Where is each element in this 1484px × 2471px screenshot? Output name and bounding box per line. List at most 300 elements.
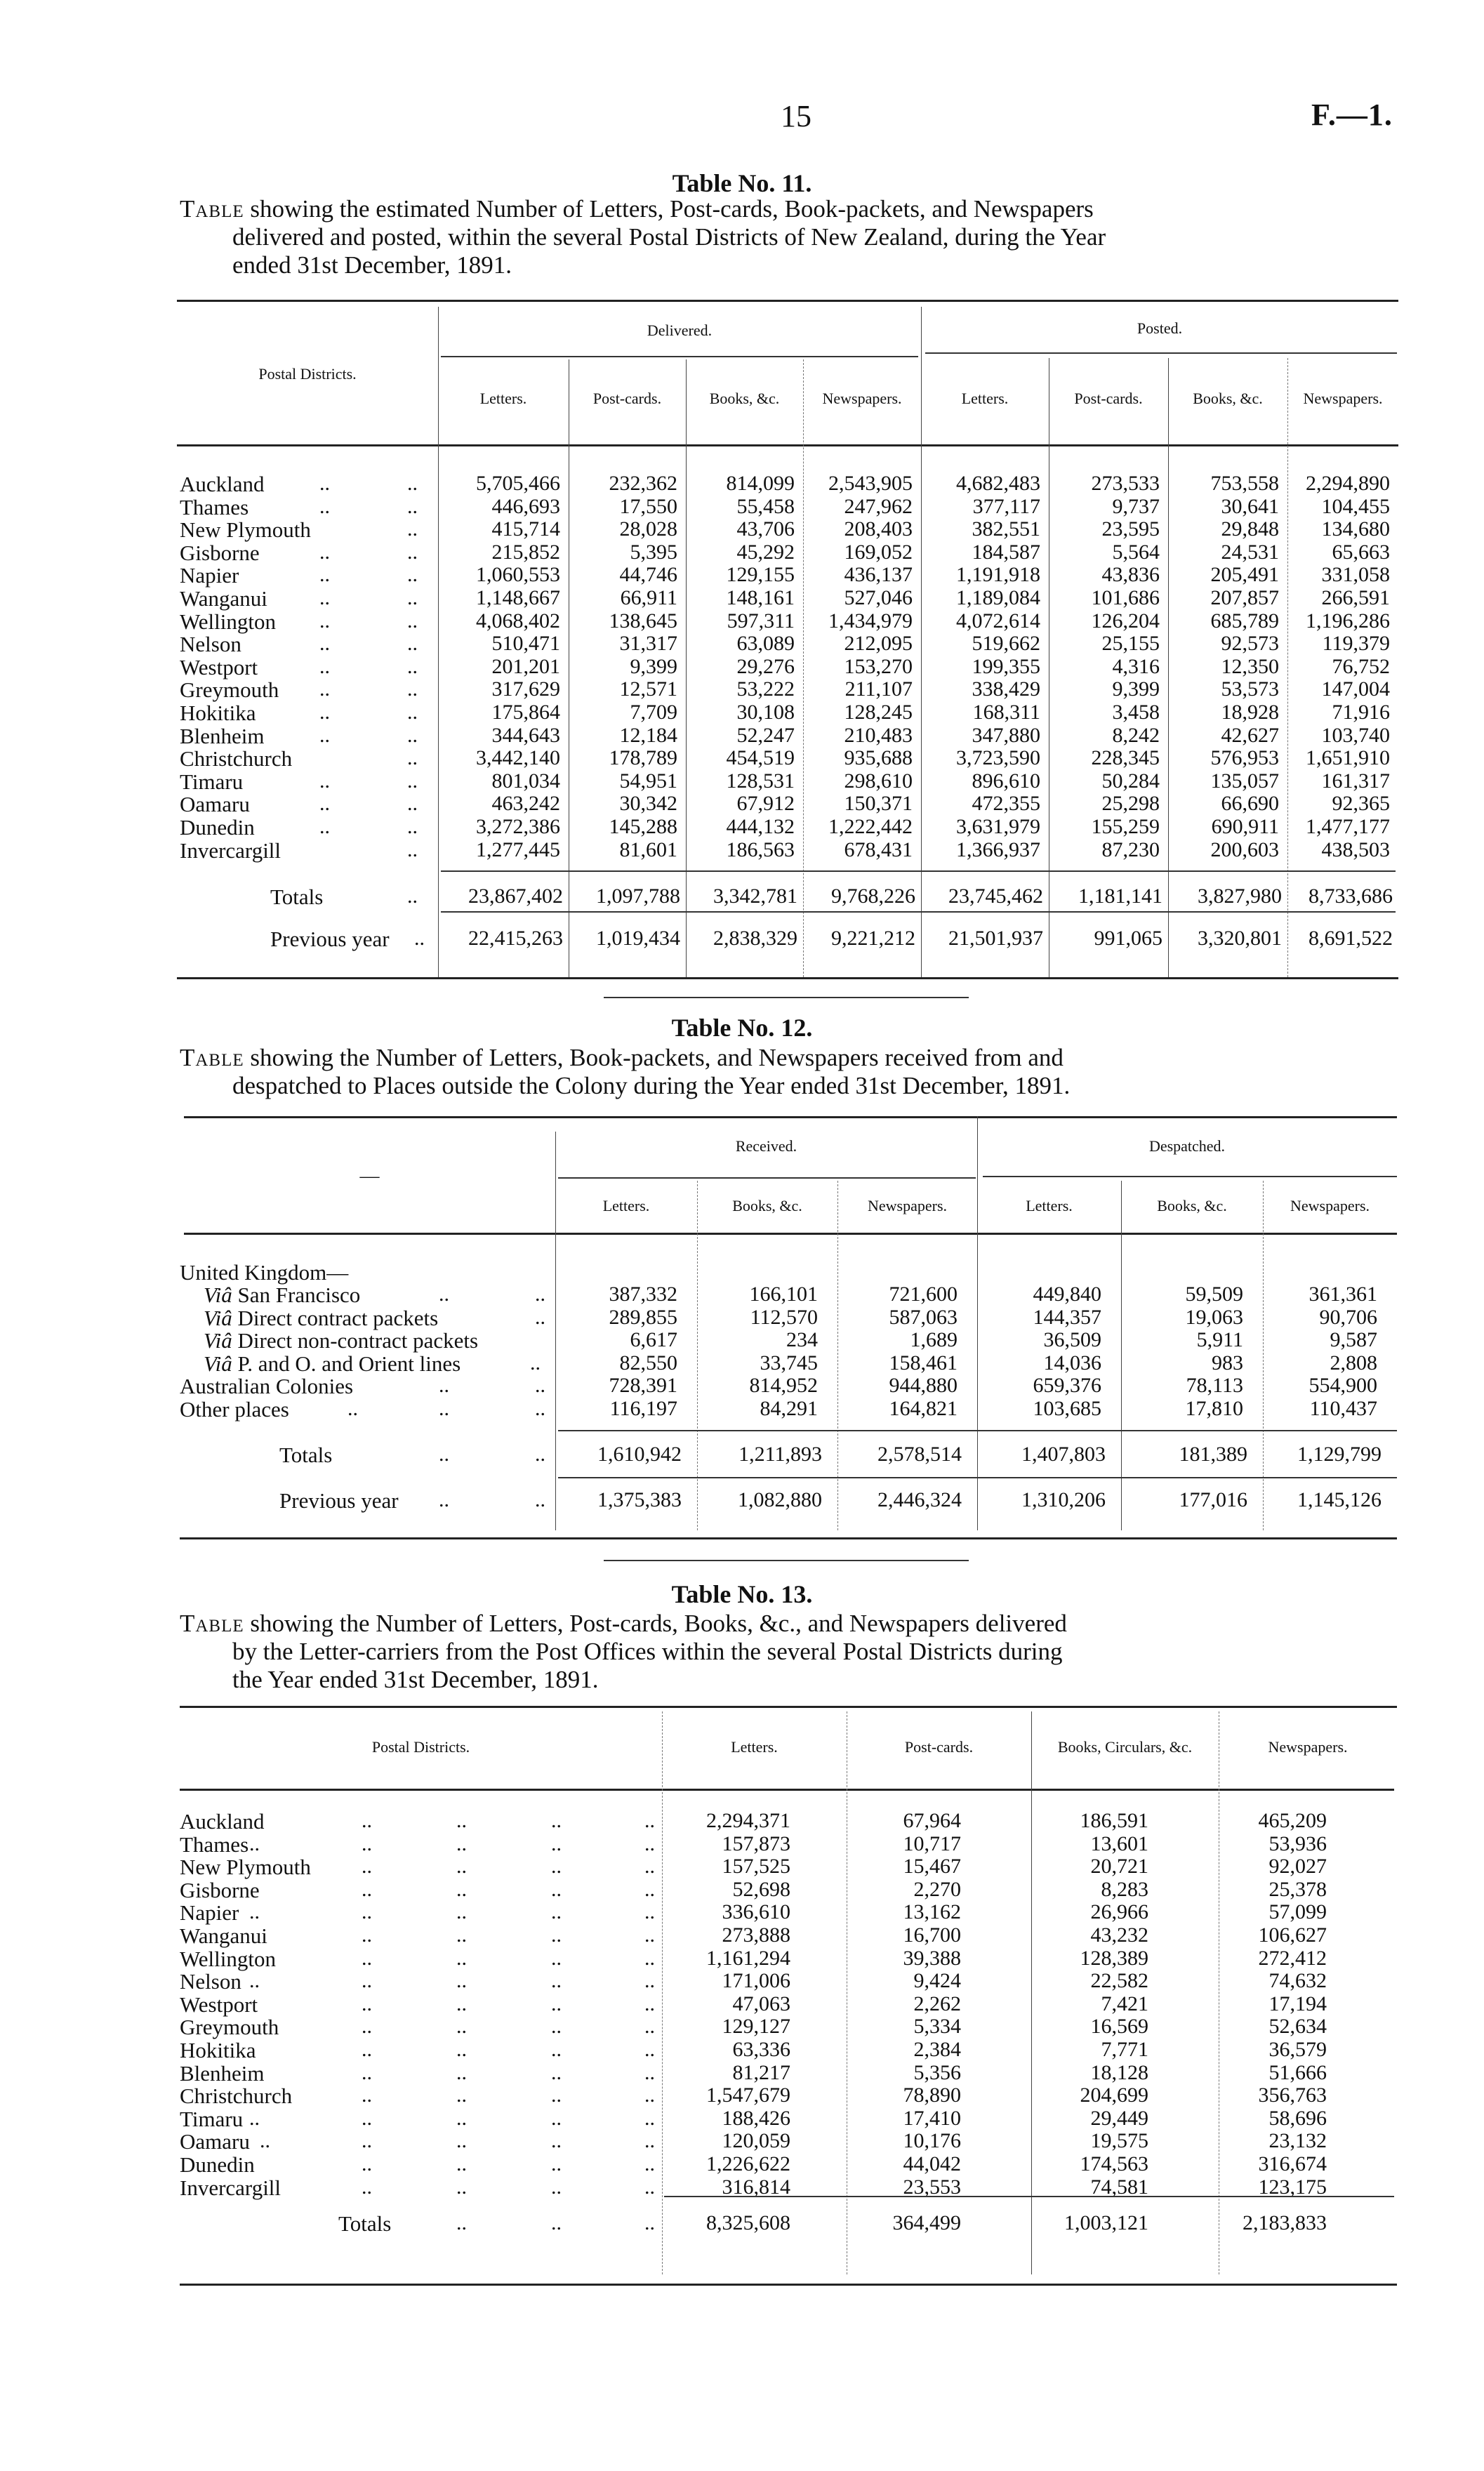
table-cell: 36,579 (1268, 2038, 1327, 2061)
table-cell: 814,952 (749, 1374, 818, 1397)
totals-cell: 1,097,788 (596, 885, 680, 908)
leader-dots: .. (407, 472, 418, 495)
table-cell: 1,189,084 (956, 586, 1040, 609)
place-label (180, 1397, 289, 1422)
district-name: Christchurch (180, 2084, 293, 2109)
table-cell: 53,573 (1221, 677, 1279, 701)
leader-dots: .. (456, 2175, 467, 2199)
table-cell: 166,101 (749, 1283, 818, 1306)
leader-dots: .. (319, 701, 330, 724)
table-cell: 2,384 (913, 2038, 961, 2061)
column-header: Post-cards. (1074, 390, 1143, 407)
table-cell: 92,365 (1332, 792, 1390, 816)
table-cell: 347,880 (972, 723, 1040, 747)
table-cell: 801,034 (491, 769, 560, 793)
table-cell: 74,632 (1268, 1969, 1327, 1993)
leader-dots: .. (319, 769, 330, 793)
table-cell: 266,591 (1321, 586, 1390, 609)
column-header: Books, Circulars, &c. (1057, 1738, 1193, 1756)
document-reference: F.—1. (1311, 98, 1393, 132)
district-name: Invercargill (180, 2175, 281, 2200)
caption-lead: Table (180, 195, 244, 223)
rule (180, 2284, 1397, 2286)
leader-dots: .. (644, 1992, 655, 2015)
table-cell: 28,028 (619, 517, 677, 541)
rule (441, 870, 1396, 872)
rule (180, 1789, 1394, 1791)
caption-line: ended 31st December, 1891. (232, 251, 512, 279)
leader-dots: .. (362, 2015, 372, 2039)
leader-dots: .. (456, 1877, 467, 1901)
leader-dots: .. (551, 2038, 562, 2061)
leader-dots: .. (407, 632, 418, 656)
table-cell: 147,004 (1321, 677, 1390, 701)
leader-dots: .. (644, 2038, 655, 2061)
district-name: New Plymouth (180, 517, 311, 543)
table-cell: 215,852 (491, 540, 560, 564)
previous-year-cell: 991,065 (1094, 927, 1162, 950)
table-cell: 289,855 (609, 1305, 677, 1329)
table-cell: 120,059 (722, 2129, 790, 2153)
leader-dots: .. (644, 2175, 655, 2199)
leader-dots: .. (362, 2129, 372, 2153)
district-name: Hokitika (180, 701, 256, 725)
leader-dots: .. (407, 654, 418, 678)
table-cell: 25,298 (1101, 792, 1160, 816)
table-cell: 14,036 (1043, 1351, 1101, 1374)
table-cell: 18,128 (1090, 2060, 1148, 2084)
table-cell: 331,058 (1321, 563, 1390, 587)
caption-line: showing the Number of Letters, Book-packets, and Newspapers received from and (244, 1044, 1064, 1071)
leader-dots: .. (439, 1374, 449, 1397)
table-cell: 59,509 (1185, 1283, 1243, 1306)
table-cell: 43,836 (1101, 563, 1160, 587)
table-cell: 7,709 (630, 701, 677, 724)
table-12-caption (180, 1044, 1398, 1100)
via-prefix: Viâ (204, 1305, 232, 1330)
district-name: Wanganui (180, 586, 267, 611)
table-cell: 78,113 (1186, 1374, 1243, 1397)
table-cell: 16,700 (903, 1923, 961, 1947)
district-name: Blenheim (180, 2060, 265, 2086)
leader-dots: .. (535, 1283, 545, 1306)
district-name: Westport (180, 654, 258, 680)
table-cell: 4,072,614 (956, 609, 1040, 632)
table-cell: 36,509 (1043, 1328, 1101, 1351)
table-cell: 5,911 (1196, 1328, 1243, 1351)
table-cell: 161,317 (1321, 769, 1390, 793)
leader-dots: .. (456, 1992, 467, 2015)
table-cell: 39,388 (903, 1946, 961, 1970)
table-cell: 82,550 (619, 1351, 677, 1374)
previous-year-cell: 9,221,212 (831, 927, 915, 950)
totals-cell: 1,211,893 (738, 1443, 822, 1466)
table-cell: 272,412 (1258, 1946, 1327, 1970)
leader-dots: .. (644, 2060, 655, 2084)
table-cell: 33,745 (760, 1351, 818, 1374)
leader-dots: .. (456, 1809, 467, 1832)
table-cell: 112,570 (750, 1305, 818, 1329)
district-name: Oamaru (180, 792, 250, 817)
table-cell: 20,721 (1090, 1855, 1148, 1879)
previous-year-cell: 1,145,126 (1297, 1488, 1382, 1511)
leader-dots: .. (644, 1969, 655, 1993)
table-cell: 983 (1212, 1351, 1243, 1374)
column-header: Post-cards. (904, 1738, 974, 1756)
table-cell: 449,840 (1033, 1283, 1101, 1306)
group-label-united-kingdom: United Kingdom— (180, 1260, 349, 1285)
table-cell: 721,600 (889, 1283, 958, 1306)
totals-cell: 3,342,781 (713, 885, 797, 908)
column-header: Letters. (602, 1197, 650, 1214)
leader-dots: .. (407, 837, 418, 861)
leader-dots: .. (407, 494, 418, 518)
leader-dots: .. (319, 472, 330, 495)
column-header: Post-cards. (592, 390, 662, 407)
table-cell: 52,634 (1268, 2015, 1327, 2039)
leader-dots: .. (319, 540, 330, 564)
group-header-received: Received. (735, 1137, 797, 1155)
leader-dots: .. (319, 815, 330, 838)
previous-year-cell: 3,320,801 (1198, 927, 1282, 950)
table-cell: 90,706 (1319, 1305, 1377, 1329)
leader-dots: .. (644, 2015, 655, 2039)
leader-dots: .. (362, 1877, 372, 1901)
table-cell: 12,350 (1221, 654, 1279, 678)
table-cell: 44,042 (903, 2152, 961, 2175)
table-cell: 1,547,679 (706, 2084, 790, 2107)
table-cell: 174,563 (1080, 2152, 1148, 2175)
caption-line: showing the estimated Number of Letters, Post-cards, Book-packets, and Newspapers (244, 195, 1094, 223)
leader-dots: .. (260, 2129, 270, 2153)
table-cell: 30,342 (619, 792, 677, 816)
table-cell: 17,410 (903, 2106, 961, 2130)
district-name: Auckland (180, 472, 265, 496)
totals-cell: 2,578,514 (877, 1443, 962, 1466)
table-13-title: Table No. 13. (671, 1580, 813, 1608)
table-cell: 157,873 (722, 1831, 790, 1855)
rule (180, 1537, 1397, 1539)
rule (177, 300, 1398, 302)
table-cell: 103,740 (1321, 723, 1390, 747)
table-cell: 15,467 (903, 1855, 961, 1879)
table-cell: 273,888 (722, 1923, 790, 1947)
leader-dots: .. (551, 1855, 562, 1879)
table-cell: 1,477,177 (1306, 815, 1390, 838)
table-cell: 3,723,590 (956, 746, 1040, 770)
table-cell: 2,262 (913, 1992, 961, 2015)
table-cell: 169,052 (844, 540, 913, 564)
table-cell: 1,689 (910, 1328, 958, 1351)
column-header: Books, &c. (709, 390, 780, 407)
leader-dots: .. (249, 2106, 260, 2130)
leader-dots: .. (249, 1969, 260, 1993)
table-cell: 387,332 (609, 1283, 677, 1306)
table-cell: 2,294,371 (706, 1809, 790, 1832)
table-cell: 6,617 (630, 1328, 677, 1351)
table-cell: 51,666 (1268, 2060, 1327, 2084)
table-cell: 123,175 (1258, 2175, 1327, 2199)
table-cell: 1,196,286 (1306, 609, 1390, 632)
table-cell: 527,046 (844, 586, 913, 609)
table-cell: 171,006 (722, 1969, 790, 1993)
table-cell: 29,449 (1090, 2106, 1148, 2130)
table-cell: 1,148,667 (476, 586, 560, 609)
table-cell: 55,458 (736, 494, 795, 518)
caption-line: delivered and posted, within the several Postal Districts of New Zealand, during the Year (232, 223, 1106, 251)
table-cell: 273,533 (1091, 472, 1160, 495)
table-cell: 87,230 (1101, 837, 1160, 861)
leader-dots: .. (644, 1900, 655, 1924)
leader-dots: .. (407, 746, 418, 770)
leader-dots: .. (347, 1396, 358, 1420)
caption-line: by the Letter-carriers from the Post Offices within the several Postal Districts during (232, 1638, 1063, 1665)
table-cell: 1,434,979 (828, 609, 913, 632)
table-cell: 1,651,910 (1306, 746, 1390, 770)
table-cell: 63,089 (736, 632, 795, 656)
leader-dots: .. (456, 1946, 467, 1970)
rule (184, 1116, 1397, 1118)
table-cell: 678,431 (844, 837, 913, 861)
table-cell: 129,155 (726, 563, 795, 587)
leader-dots: .. (439, 1396, 449, 1420)
leader-dots: .. (362, 1969, 372, 1993)
table-cell: 753,558 (1210, 472, 1279, 495)
table-cell: 356,763 (1258, 2084, 1327, 2107)
table-cell: 382,551 (972, 517, 1040, 541)
leader-dots: .. (535, 1374, 545, 1397)
table-cell: 17,550 (619, 494, 677, 518)
table-cell: 63,336 (732, 2038, 790, 2061)
table-cell: 3,458 (1112, 701, 1160, 724)
via-prefix: Viâ (204, 1283, 232, 1307)
table-cell: 10,717 (903, 1831, 961, 1855)
table-cell: 53,936 (1268, 1831, 1327, 1855)
table-cell: 29,848 (1221, 517, 1279, 541)
table-cell: 53,222 (736, 677, 795, 701)
table-cell: 2,270 (913, 1877, 961, 1901)
group-header-posted: Posted. (1137, 319, 1183, 337)
leader-dots: .. (551, 2175, 562, 2199)
table-cell: 17,194 (1268, 1992, 1327, 2015)
table-cell: 50,284 (1101, 769, 1160, 793)
table-cell: 415,714 (491, 517, 560, 541)
caption-line: the Year ended 31st December, 1891. (232, 1666, 599, 1693)
row-header: — (359, 1165, 380, 1187)
table-cell: 145,288 (609, 815, 677, 838)
table-cell: 377,117 (972, 494, 1040, 518)
table-cell: 74,581 (1090, 2175, 1148, 2199)
leader-dots: .. (362, 1992, 372, 2015)
table-cell: 510,471 (491, 632, 560, 656)
table-cell: 144,357 (1033, 1305, 1101, 1329)
table-cell: 5,705,466 (476, 472, 560, 495)
table-cell: 814,099 (726, 472, 795, 495)
leader-dots: .. (319, 494, 330, 518)
caption-lead: Table (180, 1044, 244, 1071)
table-cell: 659,376 (1033, 1374, 1101, 1397)
table-cell: 81,217 (732, 2060, 790, 2084)
leader-dots: .. (644, 2106, 655, 2130)
district-name: Wellington (180, 609, 276, 634)
table-cell: 1,277,445 (476, 837, 560, 861)
table-cell: 135,057 (1210, 769, 1279, 793)
leader-dots: .. (456, 2129, 467, 2153)
leader-dots: .. (551, 1923, 562, 1947)
leader-dots: .. (407, 563, 418, 587)
leader-dots: .. (551, 1809, 562, 1832)
table-cell: 188,426 (722, 2106, 790, 2130)
totals-cell: 8,325,608 (706, 2211, 790, 2234)
table-cell: 232,362 (609, 472, 677, 495)
leader-dots: .. (319, 586, 330, 609)
previous-year-label: Previous year (270, 927, 390, 951)
previous-year-cell: 21,501,937 (948, 927, 1043, 950)
totals-label: Totals (338, 2211, 392, 2236)
leader-dots: .. (407, 517, 418, 541)
table-cell: 3,631,979 (956, 815, 1040, 838)
table-cell: 134,680 (1321, 517, 1390, 541)
table-cell: 30,641 (1221, 494, 1279, 518)
leader-dots: .. (456, 2106, 467, 2130)
leader-dots: .. (407, 723, 418, 747)
table-cell: 76,752 (1332, 654, 1390, 678)
totals-cell: 1,181,141 (1078, 885, 1162, 908)
rule (180, 1706, 1397, 1708)
table-cell: 12,184 (619, 723, 677, 747)
table-cell: 128,245 (844, 701, 913, 724)
leader-dots: .. (535, 1443, 545, 1466)
district-name: Westport (180, 1992, 258, 2017)
leader-dots: .. (407, 701, 418, 724)
table-cell: 3,272,386 (476, 815, 560, 838)
leader-dots: .. (407, 586, 418, 609)
leader-dots: .. (362, 1831, 372, 1855)
district-name: Napier (180, 563, 239, 588)
previous-year-cell: 1,375,383 (597, 1488, 682, 1511)
leader-dots: .. (551, 2015, 562, 2039)
table-cell: 42,627 (1221, 723, 1279, 747)
table-cell: 58,696 (1268, 2106, 1327, 2130)
district-name: Dunedin (180, 2152, 255, 2177)
place-name: Direct non-contract packets (237, 1328, 479, 1353)
table-cell: 78,890 (903, 2084, 961, 2107)
previous-year-cell: 22,415,263 (468, 927, 563, 950)
leader-dots: .. (439, 1443, 449, 1466)
table-cell: 465,209 (1258, 1809, 1327, 1832)
leader-dots: .. (551, 1969, 562, 1993)
table-cell: 5,334 (913, 2015, 961, 2039)
rule (441, 356, 918, 357)
table-cell: 84,291 (760, 1396, 818, 1420)
table-cell: 9,399 (630, 654, 677, 678)
table-cell: 8,283 (1101, 1877, 1148, 1901)
column-header: Books, &c. (1193, 390, 1263, 407)
leader-dots: .. (530, 1351, 541, 1374)
group-header-despatched: Despatched. (1148, 1137, 1226, 1155)
leader-dots: .. (644, 2152, 655, 2175)
table-cell: 23,595 (1101, 517, 1160, 541)
table-cell: 45,292 (736, 540, 795, 564)
table-cell: 66,911 (620, 586, 677, 609)
previous-year-cell: 1,082,880 (738, 1488, 822, 1511)
table-cell: 9,587 (1330, 1328, 1377, 1351)
table-cell: 119,379 (1322, 632, 1390, 656)
totals-cell: 3,827,980 (1198, 885, 1282, 908)
totals-cell: 9,768,226 (831, 885, 915, 908)
leader-dots: .. (644, 2129, 655, 2153)
leader-dots: .. (551, 2129, 562, 2153)
leader-dots: .. (319, 563, 330, 587)
leader-dots: .. (551, 2106, 562, 2130)
totals-cell: 364,499 (892, 2211, 961, 2234)
table-cell: 101,686 (1091, 586, 1160, 609)
table-cell: 554,900 (1309, 1374, 1377, 1397)
leader-dots: .. (407, 792, 418, 816)
leader-dots: .. (456, 1831, 467, 1855)
table-cell: 19,063 (1185, 1305, 1243, 1329)
leader-dots: .. (644, 2084, 655, 2107)
separator (604, 997, 969, 998)
leader-dots: .. (407, 815, 418, 838)
table-cell: 519,662 (972, 632, 1040, 656)
rule (558, 1430, 1397, 1431)
table-cell: 9,737 (1112, 494, 1160, 518)
leader-dots: .. (362, 2060, 372, 2084)
leader-dots: .. (644, 1877, 655, 1901)
district-name: Gisborne (180, 540, 260, 565)
leader-dots: .. (551, 1831, 562, 1855)
district-name: Timaru (180, 2106, 244, 2131)
table-cell: 199,355 (972, 654, 1040, 678)
table-13-caption (180, 1610, 1398, 1694)
table-cell: 896,610 (972, 769, 1040, 793)
leader-dots: .. (551, 2084, 562, 2107)
leader-dots: .. (456, 2211, 467, 2234)
previous-year-cell: 2,446,324 (877, 1488, 962, 1511)
table-cell: 5,356 (913, 2060, 961, 2084)
table-11-title: Table No. 11. (672, 169, 812, 197)
table-cell: 103,685 (1033, 1396, 1101, 1420)
table-cell: 454,519 (726, 746, 795, 770)
leader-dots: .. (407, 677, 418, 701)
district-name: Thames (180, 494, 249, 519)
place-name: Direct contract packets (237, 1305, 439, 1330)
via-prefix: Viâ (204, 1351, 232, 1376)
table-cell: 316,674 (1258, 2152, 1327, 2175)
district-name: Nelson (180, 1969, 241, 1994)
leader-dots: .. (644, 1923, 655, 1947)
table-cell: 2,808 (1330, 1351, 1377, 1374)
table-cell: 129,127 (722, 2015, 790, 2039)
table-cell: 463,242 (491, 792, 560, 816)
previous-year-label: Previous year (279, 1488, 399, 1513)
previous-year-cell: 8,691,522 (1309, 927, 1393, 950)
table-cell: 2,543,905 (828, 472, 913, 495)
leader-dots: .. (456, 1900, 467, 1924)
leader-dots: .. (456, 2084, 467, 2107)
table-cell: 158,461 (889, 1351, 958, 1374)
district-name: Invercargill (180, 837, 281, 863)
leader-dots: .. (644, 2211, 655, 2234)
table-cell: 92,027 (1268, 1855, 1327, 1879)
district-name: Dunedin (180, 815, 255, 840)
table-cell: 24,531 (1221, 540, 1279, 564)
table-cell: 316,814 (722, 2175, 790, 2199)
separator (604, 1560, 969, 1561)
table-cell: 7,421 (1101, 1992, 1148, 2015)
column-header: Newspapers. (822, 390, 902, 407)
